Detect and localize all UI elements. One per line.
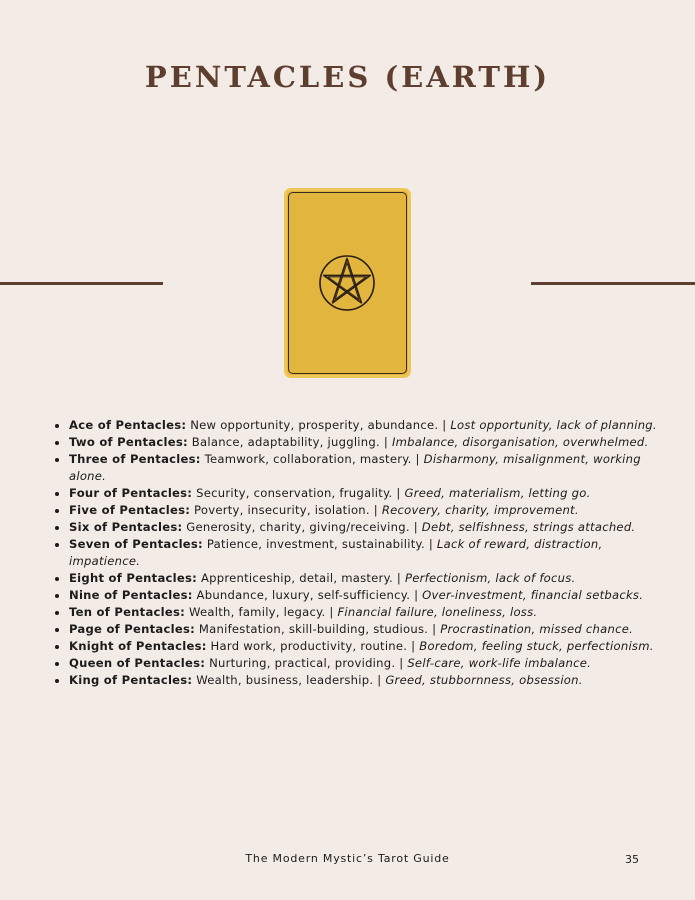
reversed-meaning: Imbalance, disorganisation, overwhelmed. (391, 435, 649, 449)
list-item (69, 604, 669, 621)
reversed-meaning: Over-investment, financial setbacks. (422, 588, 644, 602)
card-name: Three of Pentacles: (69, 452, 201, 466)
upright-meaning: Wealth, family, legacy. | (185, 605, 338, 619)
card-name: King of Pentacles: (69, 673, 193, 687)
list-item (69, 536, 669, 570)
list-item (69, 587, 669, 604)
upright-meaning: Nurturing, practical, providing. | (205, 656, 408, 670)
reversed-meaning: Greed, materialism, letting go. (404, 486, 591, 500)
divider-left (0, 282, 163, 285)
reversed-meaning: Lost opportunity, lack of planning. (450, 418, 657, 432)
card-name: Six of Pentacles: (69, 520, 183, 534)
list-item (69, 570, 669, 587)
reversed-meaning: Perfectionism, lack of focus. (405, 571, 576, 585)
reversed-meaning: Debt, selfishness, strings attached. (421, 520, 636, 534)
reversed-meaning: Boredom, feeling stuck, perfectionism. (419, 639, 654, 653)
list-item (69, 434, 669, 451)
page-number: 35 (625, 853, 639, 866)
upright-meaning: Security, conservation, frugality. | (192, 486, 405, 500)
list-item (69, 672, 669, 689)
list-item (69, 655, 669, 672)
card-name: Queen of Pentacles: (69, 656, 206, 670)
card-name: Eight of Pentacles: (69, 571, 198, 585)
upright-meaning: Generosity, charity, giving/receiving. | (182, 520, 422, 534)
list-item (69, 502, 669, 519)
pentacle-icon (318, 254, 376, 312)
reversed-meaning: Lack of reward, distraction, impatience. (69, 537, 603, 568)
upright-meaning: Poverty, insecurity, isolation. | (190, 503, 382, 517)
reversed-meaning: Financial failure, loneliness, loss. (337, 605, 538, 619)
upright-meaning: Teamwork, collaboration, mastery. | (200, 452, 424, 466)
card-name: Ten of Pentacles: (69, 605, 186, 619)
list-item (69, 485, 669, 502)
page-title: PENTACLES (EARTH) (144, 60, 551, 94)
reversed-meaning: Disharmony, misalignment, working alone. (69, 452, 641, 483)
card-name: Knight of Pentacles: (69, 639, 207, 653)
tarot-card-image (284, 188, 411, 378)
list-item (69, 451, 669, 485)
upright-meaning: Patience, investment, sustainability. | (202, 537, 437, 551)
upright-meaning: Apprenticeship, detail, mastery. | (197, 571, 405, 585)
card-name: Page of Pentacles: (69, 622, 195, 636)
upright-meaning: Abundance, luxury, self-sufficiency. | (192, 588, 423, 602)
card-name: Nine of Pentacles: (69, 588, 193, 602)
upright-meaning: Wealth, business, leadership. | (192, 673, 386, 687)
reversed-meaning: Greed, stubbornness, obsession. (385, 673, 583, 687)
reversed-meaning: Recovery, charity, improvement. (381, 503, 579, 517)
card-name: Four of Pentacles: (69, 486, 193, 500)
card-name: Seven of Pentacles: (69, 537, 203, 551)
list-item (69, 519, 669, 536)
upright-meaning: New opportunity, prosperity, abundance. | (186, 418, 451, 432)
reversed-meaning: Self-care, work-life imbalance. (407, 656, 592, 670)
card-name: Five of Pentacles: (69, 503, 191, 517)
card-name: Ace of Pentacles: (69, 418, 187, 432)
divider-right (531, 282, 695, 285)
upright-meaning: Balance, adaptability, juggling. | (187, 435, 392, 449)
card-name: Two of Pentacles: (69, 435, 188, 449)
reversed-meaning: Procrastination, missed chance. (440, 622, 634, 636)
footer-book-title: The Modern Mystic’s Tarot Guide (245, 852, 450, 865)
card-meanings-list (52, 417, 669, 689)
upright-meaning: Hard work, productivity, routine. | (206, 639, 420, 653)
list-item (69, 417, 669, 434)
upright-meaning: Manifestation, skill-building, studious. | (194, 622, 441, 636)
list-item (69, 638, 669, 655)
list-item (69, 621, 669, 638)
